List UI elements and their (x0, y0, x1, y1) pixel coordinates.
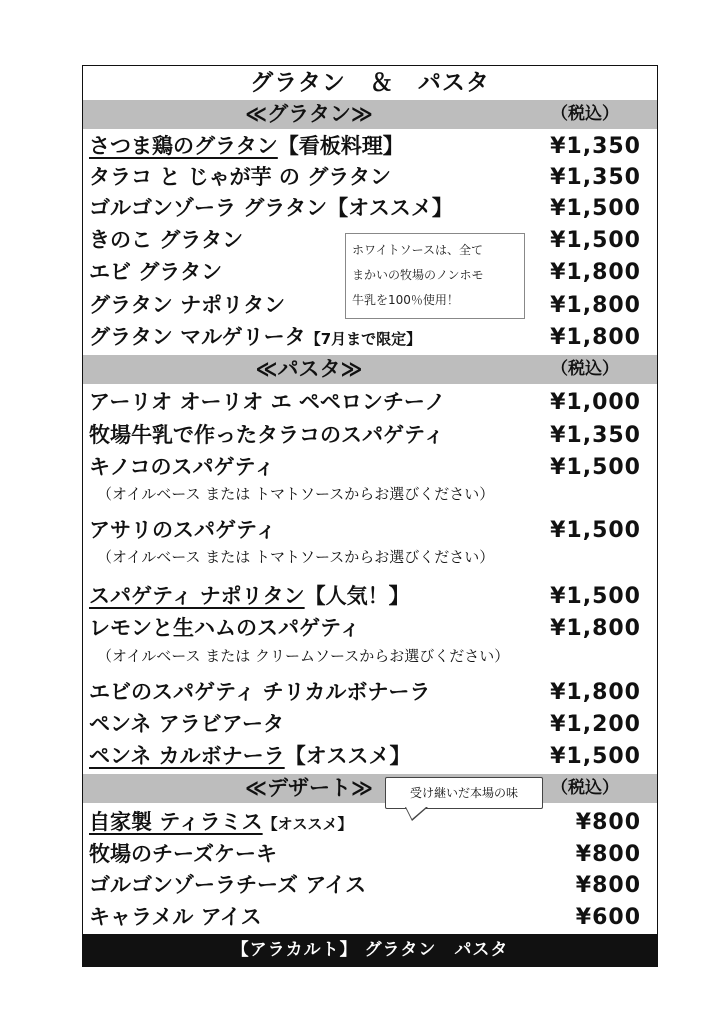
item-price: ¥1,500 (550, 518, 641, 543)
item-price: ¥1,500 (550, 228, 641, 253)
item-tag: 【7月まで限定】 (305, 330, 422, 348)
footer-banner: 【アラカルト】 グラタン パスタ (83, 934, 657, 966)
item-note (83, 545, 657, 569)
callout-bubble: 受け継いだ本場の味 (385, 777, 543, 809)
item-price: ¥800 (575, 810, 641, 835)
item-tag: 【オススメ】 (262, 815, 353, 833)
item-note (83, 482, 657, 506)
menu-item (83, 387, 657, 418)
item-price: ¥1,350 (550, 423, 641, 448)
item-name: スパゲティ ナポリタン (89, 584, 305, 608)
item-name: アーリオ オーリオ エ ペペロンチーノ (89, 390, 446, 414)
item-name: キノコのスパゲティ (89, 455, 275, 479)
menu-item (83, 193, 657, 224)
item-price: ¥1,350 (550, 134, 641, 159)
menu-item (83, 741, 657, 772)
item-name: キャラメル アイス (89, 905, 262, 929)
section-title: ≪グラタン≫ (245, 102, 373, 126)
menu-item (83, 162, 657, 193)
item-tag: 【オススメ】 (284, 744, 411, 768)
note-line: ホワイトソースは、全て (352, 243, 484, 257)
note-line: 牛乳を100％使用！ (352, 293, 459, 307)
item-name: レモンと生ハムのスパゲティ (89, 616, 361, 640)
item-price: ¥1,350 (550, 165, 641, 190)
section-title: ≪パスタ≫ (255, 357, 363, 381)
menu-item (83, 322, 657, 353)
menu-item (83, 839, 657, 870)
menu-item (83, 709, 657, 740)
item-name: タラコ と じゃが芋 の グラタン (89, 165, 392, 189)
item-note-text: （オイルベース または トマトソースからお選びください） (97, 485, 495, 503)
section-header-gratin (83, 100, 657, 129)
menu-item (83, 420, 657, 451)
menu-item (83, 870, 657, 901)
item-price: ¥1,200 (550, 712, 641, 737)
item-name: ゴルゴンゾーラチーズ アイス (89, 873, 367, 897)
menu-item (83, 613, 657, 644)
item-tag: 【オススメ】 (327, 196, 453, 220)
item-name: エビ グラタン (89, 260, 223, 284)
item-price: ¥1,800 (550, 616, 641, 641)
tax-label: （税込） (551, 359, 619, 379)
item-price: ¥1,000 (550, 390, 641, 415)
item-price: ¥1,800 (550, 293, 641, 318)
section-header-pasta (83, 355, 657, 384)
item-name: ペンネ カルボナーラ (89, 744, 285, 768)
menu-item (83, 807, 657, 838)
item-price: ¥1,800 (550, 325, 641, 350)
item-note-text: （オイルベース または クリームソースからお選びください） (97, 647, 510, 665)
tax-label: （税込） (551, 778, 619, 798)
item-price: ¥1,800 (550, 680, 641, 705)
item-price: ¥1,500 (550, 455, 641, 480)
section-title: ≪デザート≫ (245, 776, 373, 800)
menu-title: グラタン ＆ パスタ (250, 70, 490, 96)
item-name: グラタン ナポリタン (89, 293, 286, 317)
item-name: 牧場牛乳で作ったタラコのスパゲティ (89, 423, 445, 447)
note-line: まかいの牧場のノンホモ (352, 268, 484, 282)
item-price: ¥600 (575, 905, 641, 930)
menu-item (83, 515, 657, 546)
item-name: 自家製 ティラミス (89, 810, 263, 834)
item-note (83, 644, 657, 668)
item-price: ¥1,500 (550, 744, 641, 769)
menu-card (82, 65, 658, 967)
menu-item (83, 677, 657, 708)
item-note-text: （オイルベース または トマトソースからお選びください） (97, 548, 495, 566)
item-name: エビのスパゲティ チリカルボナーラ (89, 680, 431, 704)
item-name: アサリのスパゲティ (89, 518, 277, 542)
menu-item (83, 131, 657, 162)
item-name: 牧場のチーズケーキ (89, 842, 277, 866)
item-name: ゴルゴンゾーラ グラタン (89, 196, 328, 220)
section-header-dessert (83, 774, 657, 803)
item-price: ¥1,500 (550, 584, 641, 609)
item-name: さつま鶏のグラタン (89, 134, 278, 158)
menu-item (83, 902, 657, 933)
item-price: ¥1,500 (550, 196, 641, 221)
item-name: ペンネ アラビアータ (89, 712, 285, 736)
item-tag: 【人気！】 (304, 584, 410, 608)
item-name: グラタン マルゲリータ (89, 325, 306, 349)
menu-item (83, 452, 657, 483)
tax-label: （税込） (551, 104, 619, 124)
item-price: ¥800 (575, 873, 641, 898)
item-price: ¥800 (575, 842, 641, 867)
white-sauce-note (345, 233, 525, 319)
item-name: きのこ グラタン (89, 228, 244, 252)
item-price: ¥1,800 (550, 260, 641, 285)
item-tag: 【看板料理】 (277, 134, 404, 158)
menu-item (83, 581, 657, 612)
